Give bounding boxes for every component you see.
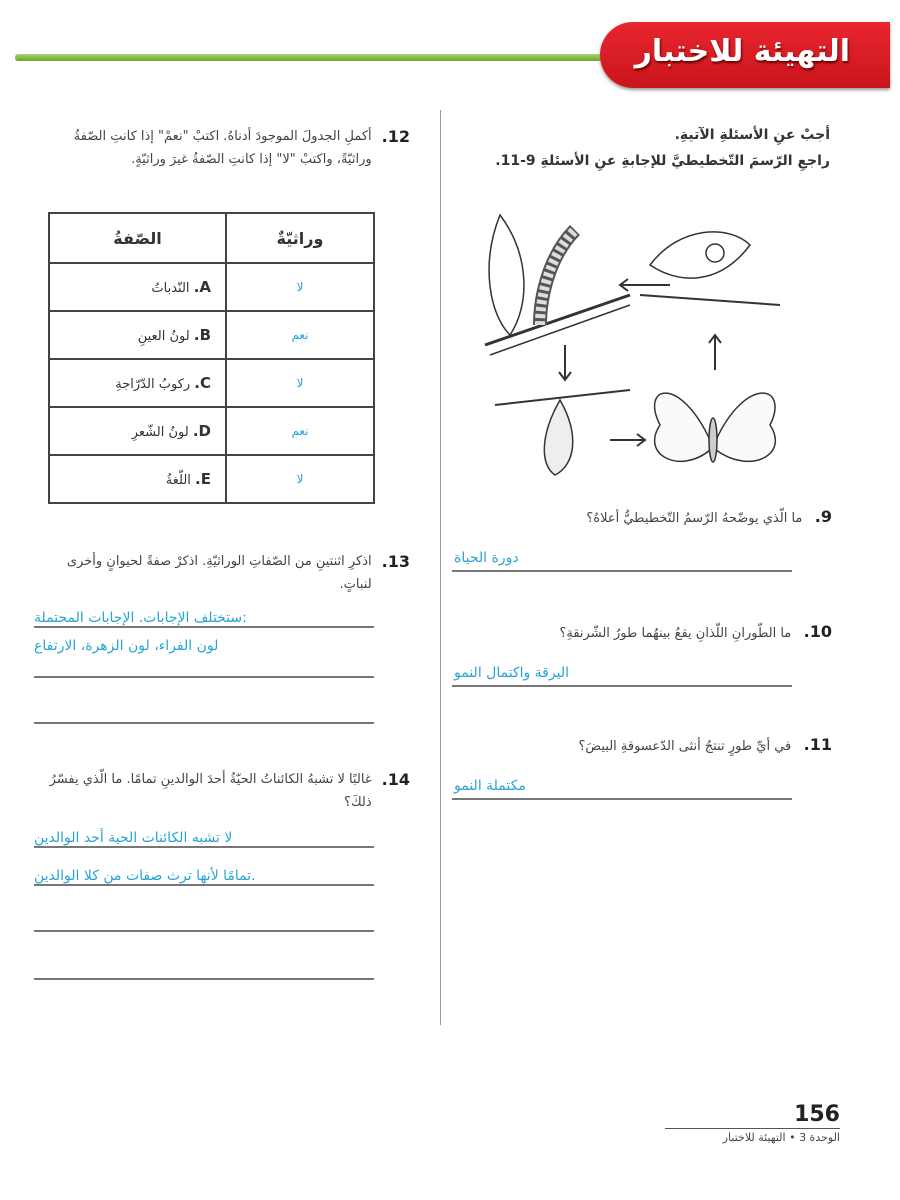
answer-line (452, 570, 792, 572)
question-text: غالبًا لا تشبهُ الكائناتُ الحيّةُ أحدَ الوالدينِ تمامًا. ما الّذي يفسّرُ ذلكَ؟ (49, 772, 372, 810)
footer-caption: الوحدة 3 • التهيئة للاختبار (722, 1131, 840, 1144)
inherited-answer: نعم (226, 311, 374, 359)
question-number: 12. (381, 127, 410, 146)
answer-line (452, 798, 792, 800)
question-text: ما الطّورانِ اللّذانِ يقعُ بينهُما طورُ الشّرنقةِ؟ (559, 626, 792, 641)
answer-line (452, 685, 792, 687)
question-number: 10. (803, 622, 832, 641)
larva-on-leaf-illustration (485, 215, 630, 355)
table-row (49, 455, 374, 503)
question-number: 14. (381, 770, 410, 789)
answer-line-1: لا تشبه الكائنات الحية أحد الوالدين (34, 830, 233, 846)
trait: النّدباتُ (151, 281, 190, 296)
column-divider (440, 110, 441, 1025)
answer-line-1: ستختلف الإجابات. الإجابات المحتملة: (34, 610, 247, 626)
answer: مكتملة النمو (454, 778, 526, 794)
instruction-1: أجبْ عنِ الأسئلةِ الآتيةِ. (674, 127, 830, 143)
question-12 (48, 125, 410, 171)
question-number: 11. (803, 735, 832, 754)
question-text: ما الّذي يوضّحهُ الرّسمُ التّخطيطيُّ أعلاهُ؟ (586, 511, 803, 526)
table-row (49, 311, 374, 359)
table-row (49, 407, 374, 455)
row-letter: E. (195, 470, 211, 488)
question-14 (34, 768, 410, 980)
answer: دورة الحياة (454, 550, 519, 566)
inherited-answer: لا (226, 263, 374, 311)
life-cycle-diagram (480, 205, 800, 490)
instructions (450, 122, 830, 174)
question-text: في أيِّ طورٍ تنتجُ أنثى الدّعسوقةِ البيضَ؟ (578, 739, 792, 754)
egg-on-leaf-illustration (640, 232, 780, 305)
answer-line (34, 676, 374, 678)
question-13 (34, 550, 410, 724)
row-letter: D. (192, 422, 211, 440)
answer: اليرقة واكتمال النمو (454, 665, 569, 681)
trait: اللّغةُ (165, 473, 191, 488)
pupa-illustration (495, 390, 630, 475)
answer-line (34, 884, 374, 886)
question-10 (452, 620, 832, 687)
answer-line-2: تمامًا لأنها ترث صفات من كلا الوالدين. (34, 868, 256, 884)
arrow-right-icon (610, 434, 645, 446)
inherited-answer: لا (226, 359, 374, 407)
page-title: التهيئة للاختبار (634, 34, 850, 69)
question-11 (452, 733, 832, 800)
answer-line (34, 722, 374, 724)
inherited-answer: لا (226, 455, 374, 503)
column-header-inherited: وراثيّةٌ (226, 213, 374, 263)
question-text: اذكرِ اثنتينِ من الصّفاتِ الوراثيّةِ. اذكرْ صفةً لحيوانٍ وأخرى لنباتٍ. (66, 554, 372, 592)
table-header-row (49, 213, 374, 263)
question-number: 9. (814, 507, 832, 526)
page-number: 156 (794, 1102, 840, 1127)
question-number: 13. (381, 552, 410, 571)
answer-line (34, 930, 374, 932)
header-tab (600, 22, 890, 88)
answer-line (34, 626, 374, 628)
traits-table (48, 212, 375, 504)
arrow-up-icon (709, 335, 721, 370)
row-letter: A. (193, 278, 211, 296)
arrow-down-icon (559, 345, 571, 380)
arrow-left-icon (620, 279, 670, 291)
row-letter: C. (194, 374, 211, 392)
column-header-trait: الصّفةُ (49, 213, 226, 263)
instruction-2: راجعِ الرّسمَ التّخطيطيَّ للإجابةِ عنِ الأسئلةِ 9-11. (495, 153, 830, 169)
header-green-bar (15, 54, 615, 61)
question-text: أكملِ الجدولَ الموجودَ أدناهُ. اكتبْ "نعمْ" إذا كانتِ الصّفةُ وراثيّةً، واكتبْ "لا" إذا كانتِ الصّفةُ غيرَ وراثيّةٍ. (73, 129, 372, 167)
row-letter: B. (193, 326, 211, 344)
trait: لونُ الشّعرِ (131, 425, 189, 440)
inherited-answer: نعم (226, 407, 374, 455)
table-row (49, 359, 374, 407)
answer-line (34, 846, 374, 848)
trait: لونُ العينِ (137, 329, 190, 344)
trait: ركوبُ الدّرّاجةِ (115, 377, 191, 392)
answer-line-2: لون الفراء، لون الزهرة، الارتفاع (34, 638, 219, 654)
butterfly-illustration (655, 393, 776, 462)
footer-rule (665, 1128, 840, 1129)
answer-line (34, 978, 374, 980)
table-row (49, 263, 374, 311)
question-9 (452, 505, 832, 572)
